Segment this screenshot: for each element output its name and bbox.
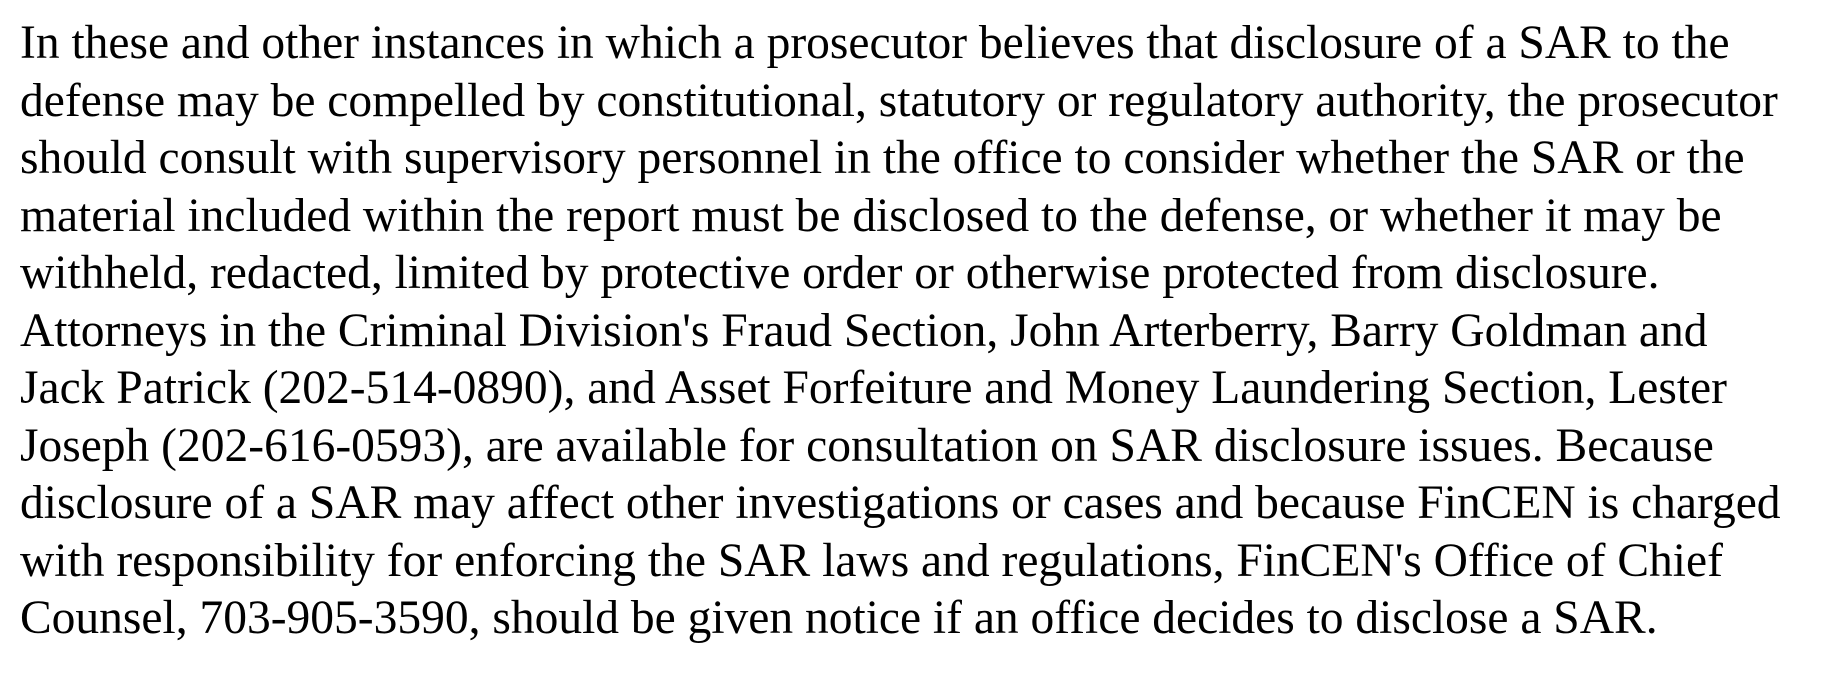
text-line: defense may be compelled by constitutional, statutory or regulatory authority, the prosecutor: [20, 74, 1778, 127]
text-line: Attorneys in the Criminal Division's Fraud Section, John Arterberry, Barry Goldman and: [20, 304, 1708, 357]
text-line: should consult with supervisory personnel in the office to consider whether the SAR or the: [20, 132, 1745, 184]
text-line: Jack Patrick (202-514-0890), and Asset Forfeiture and Money Laundering Section, Lester: [20, 362, 1727, 414]
text-line: Joseph (202-616-0593), are available for consultation on SAR disclosure issues. Because: [20, 419, 1714, 472]
text-line: In these and other instances in which a prosecutor believes that disclosure of a SAR to the: [20, 17, 1730, 69]
text-line: Counsel, 703-905-3590, should be given notice if an office decides to disclose a SAR.: [20, 592, 1658, 644]
text-line: withheld, redacted, limited by protective order or otherwise protected from disclosure.: [20, 247, 1660, 299]
text-line: with responsibility for enforcing the SAR laws and regulations, FinCEN's Office of Chief: [20, 534, 1723, 587]
text-line: disclosure of a SAR may affect other investigations or cases and because FinCEN is charged: [20, 477, 1781, 529]
text-line: material included within the report must be disclosed to the defense, or whether it may be: [20, 189, 1722, 242]
